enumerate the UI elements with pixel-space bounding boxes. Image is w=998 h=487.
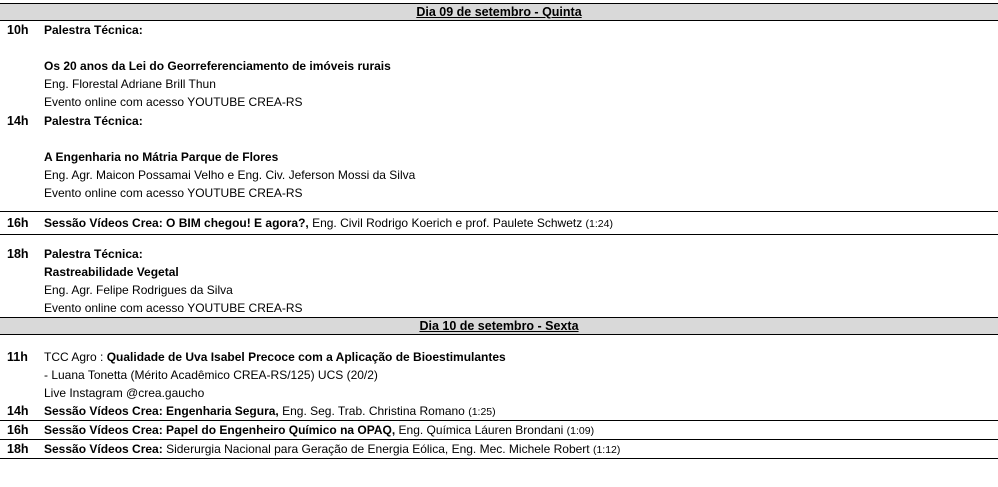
row-divider bbox=[0, 234, 998, 235]
entry-content bbox=[44, 214, 994, 232]
entry-label: Sessão Vídeos Crea: Papel do Engenheiro Químico na OPAQ, bbox=[44, 423, 396, 437]
entry-time: 14h bbox=[7, 404, 29, 418]
entry-speaker: Siderurgia Nacional para Geração de Energia Eólica, Eng. Mec. Michele Robert bbox=[162, 442, 593, 456]
entry-time: 18h bbox=[7, 442, 29, 456]
entry-content bbox=[44, 421, 994, 439]
entry-time: 14h bbox=[7, 114, 29, 128]
entry-content bbox=[44, 402, 994, 420]
entry-title: Qualidade de Uva Isabel Precoce com a Aplicação de Bioestimulantes bbox=[106, 350, 506, 364]
entry-content bbox=[44, 21, 994, 111]
entry-note: Evento online com acesso YOUTUBE CREA-RS bbox=[44, 186, 303, 200]
entry-title: Os 20 anos da Lei do Georreferenciamento de imóveis rurais bbox=[44, 59, 391, 73]
entry-speaker: Eng. Agr. Felipe Rodrigues da Silva bbox=[44, 283, 233, 297]
day-header-label: Dia 10 de setembro - Sexta bbox=[419, 319, 579, 333]
entry-label: Sessão Vídeos Crea: bbox=[44, 442, 163, 456]
entry-spacer bbox=[44, 39, 994, 57]
entry-duration: (1:25) bbox=[468, 406, 496, 418]
entry-time: 11h bbox=[7, 350, 28, 364]
entry-duration: (1:09) bbox=[566, 425, 595, 437]
entry-time: 16h bbox=[7, 423, 29, 437]
entry-time: 18h bbox=[7, 247, 29, 261]
entry-speaker: Eng. Civil Rodrigo Koerich e prof. Paulete Schwetz bbox=[308, 216, 586, 230]
entry-content bbox=[44, 440, 994, 458]
row-divider bbox=[0, 211, 998, 212]
entry-prefix: TCC Agro : bbox=[44, 350, 107, 364]
entry-type: Palestra Técnica: bbox=[44, 247, 143, 261]
entry-speaker: Eng. Florestal Adriane Brill Thun bbox=[44, 77, 216, 91]
entry-note: Evento online com acesso YOUTUBE CREA-RS bbox=[44, 95, 303, 109]
day-header-label: Dia 09 de setembro - Quinta bbox=[416, 5, 582, 19]
entry-note: Evento online com acesso YOUTUBE CREA-RS bbox=[44, 301, 303, 315]
day-header bbox=[0, 317, 998, 335]
day-header bbox=[0, 3, 998, 21]
entry-duration: (1:12) bbox=[592, 444, 621, 456]
entry-speaker: Eng. Química Láuren Brondani bbox=[395, 423, 567, 437]
entry-speaker: Eng. Agr. Maicon Possamai Velho e Eng. Civ. Jeferson Mossi da Silva bbox=[44, 168, 416, 182]
entry-type: Palestra Técnica: bbox=[44, 23, 143, 37]
entry-time: 16h bbox=[7, 216, 29, 230]
entry-label: Sessão Vídeos Crea: O BIM chegou! E agora?, bbox=[44, 216, 309, 230]
entry-spacer bbox=[44, 130, 994, 148]
entry-content bbox=[44, 245, 994, 317]
entry-speaker: Eng. Seg. Trab. Christina Romano bbox=[278, 404, 469, 418]
entry-content bbox=[44, 112, 994, 202]
entry-time: 10h bbox=[7, 23, 29, 37]
row-divider bbox=[0, 458, 998, 459]
entry-label: Sessão Vídeos Crea: Engenharia Segura, bbox=[44, 404, 279, 418]
entry-duration: (1:24) bbox=[585, 218, 613, 230]
entry-type: Palestra Técnica: bbox=[44, 114, 143, 128]
entry-note: Live Instagram @crea.gaucho bbox=[44, 386, 205, 400]
entry-title: Rastreabilidade Vegetal bbox=[44, 265, 179, 279]
entry-author: - Luana Tonetta (Mérito Acadêmico CREA-RS/125) UCS (20/2) bbox=[44, 368, 378, 382]
entry-content bbox=[44, 348, 994, 402]
entry-title: A Engenharia no Mátria Parque de Flores bbox=[44, 150, 279, 164]
